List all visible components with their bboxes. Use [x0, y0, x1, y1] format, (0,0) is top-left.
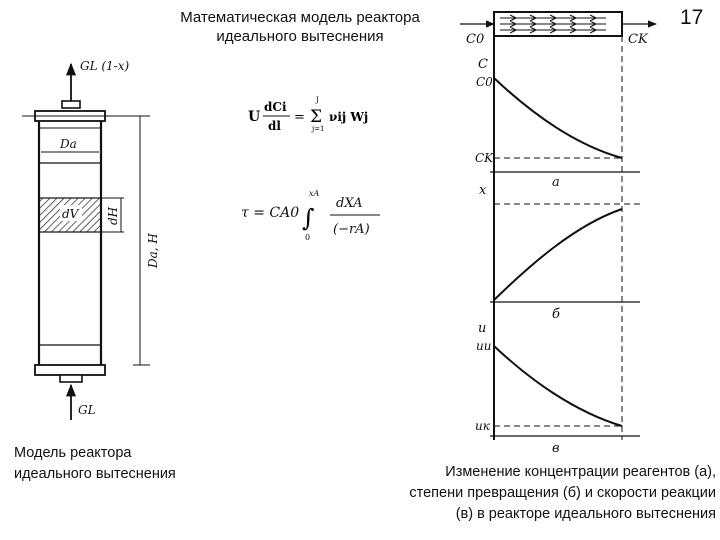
graph-a-concentration-curve [494, 78, 622, 158]
title-line-2: идеального вытеснения [216, 28, 384, 45]
balance-sum-sign: Σ [310, 107, 323, 127]
graph-c-top-value: uи [476, 339, 492, 353]
balance-equals: = [294, 110, 305, 125]
inlet-flange [60, 375, 82, 382]
tau-denominator: (−rA) [333, 222, 370, 237]
right-caption-line-3: (в) в реакторе идеального вытеснения [455, 506, 716, 522]
tau-upper-limit: xA [309, 189, 320, 198]
reactor-model-caption [14, 443, 176, 485]
profiles-figure [460, 12, 656, 456]
graph-b-conversion-curve [494, 209, 622, 300]
volume-label: dV [62, 207, 79, 221]
tau-integral-sign: ∫ [302, 204, 315, 232]
profiles-caption [318, 462, 716, 525]
balance-sum-top: J [316, 96, 319, 104]
graph-b-axis-label: x [479, 183, 487, 198]
graph-c [475, 321, 640, 456]
balance-numerator: dCi [264, 100, 287, 114]
diameter-label: Da [60, 137, 77, 151]
left-caption-line-1: Модель реактора [14, 445, 132, 461]
balance-term: νij Wj [329, 110, 369, 124]
tube-outlet-label: CK [628, 32, 648, 47]
graph-a-axis-label: C [478, 57, 488, 72]
tau-numerator: dXA [336, 196, 363, 211]
inlet-label: GL [78, 403, 96, 417]
left-caption-line-2: идеального вытеснения [14, 466, 176, 482]
graph-c-rate-curve [494, 346, 622, 426]
graph-a [475, 57, 640, 190]
tau-lower-limit: 0 [305, 233, 311, 242]
outlet-label: GL (1-x) [80, 59, 130, 73]
title-line-1: Математическая модель реактора [180, 9, 420, 26]
right-caption-line-1: Изменение концентрации реагентов (а), [445, 464, 716, 480]
outlet-flange [62, 101, 80, 108]
balance-U: U [248, 109, 261, 125]
slide-number: 17 [680, 6, 704, 29]
graph-c-bottom-value: uк [475, 419, 490, 433]
graph-a-bottom-value: CK [475, 151, 494, 165]
graph-c-label: в [552, 441, 560, 456]
tau-lhs: τ = CA0 [241, 205, 300, 221]
graph-b-label: б [552, 307, 560, 322]
balance-equation [248, 96, 368, 133]
balance-sum-bottom: j=1 [312, 125, 325, 133]
bottom-flange [35, 365, 105, 375]
reactor-schematic [22, 59, 160, 420]
slice-label: dH [106, 206, 120, 225]
graph-a-top-value: C0 [476, 75, 493, 89]
tube-inlet-label: C0 [466, 32, 485, 47]
graph-a-label: а [552, 175, 560, 190]
graph-c-axis-label: u [478, 321, 487, 336]
graph-b [479, 183, 640, 322]
height-label: Da, H [146, 233, 160, 268]
tau-equation [241, 189, 380, 242]
balance-denominator: dl [268, 119, 281, 133]
right-caption-line-2: степени превращения (б) и скорости реакции [409, 485, 716, 501]
tube-flow-arrows [500, 15, 606, 33]
